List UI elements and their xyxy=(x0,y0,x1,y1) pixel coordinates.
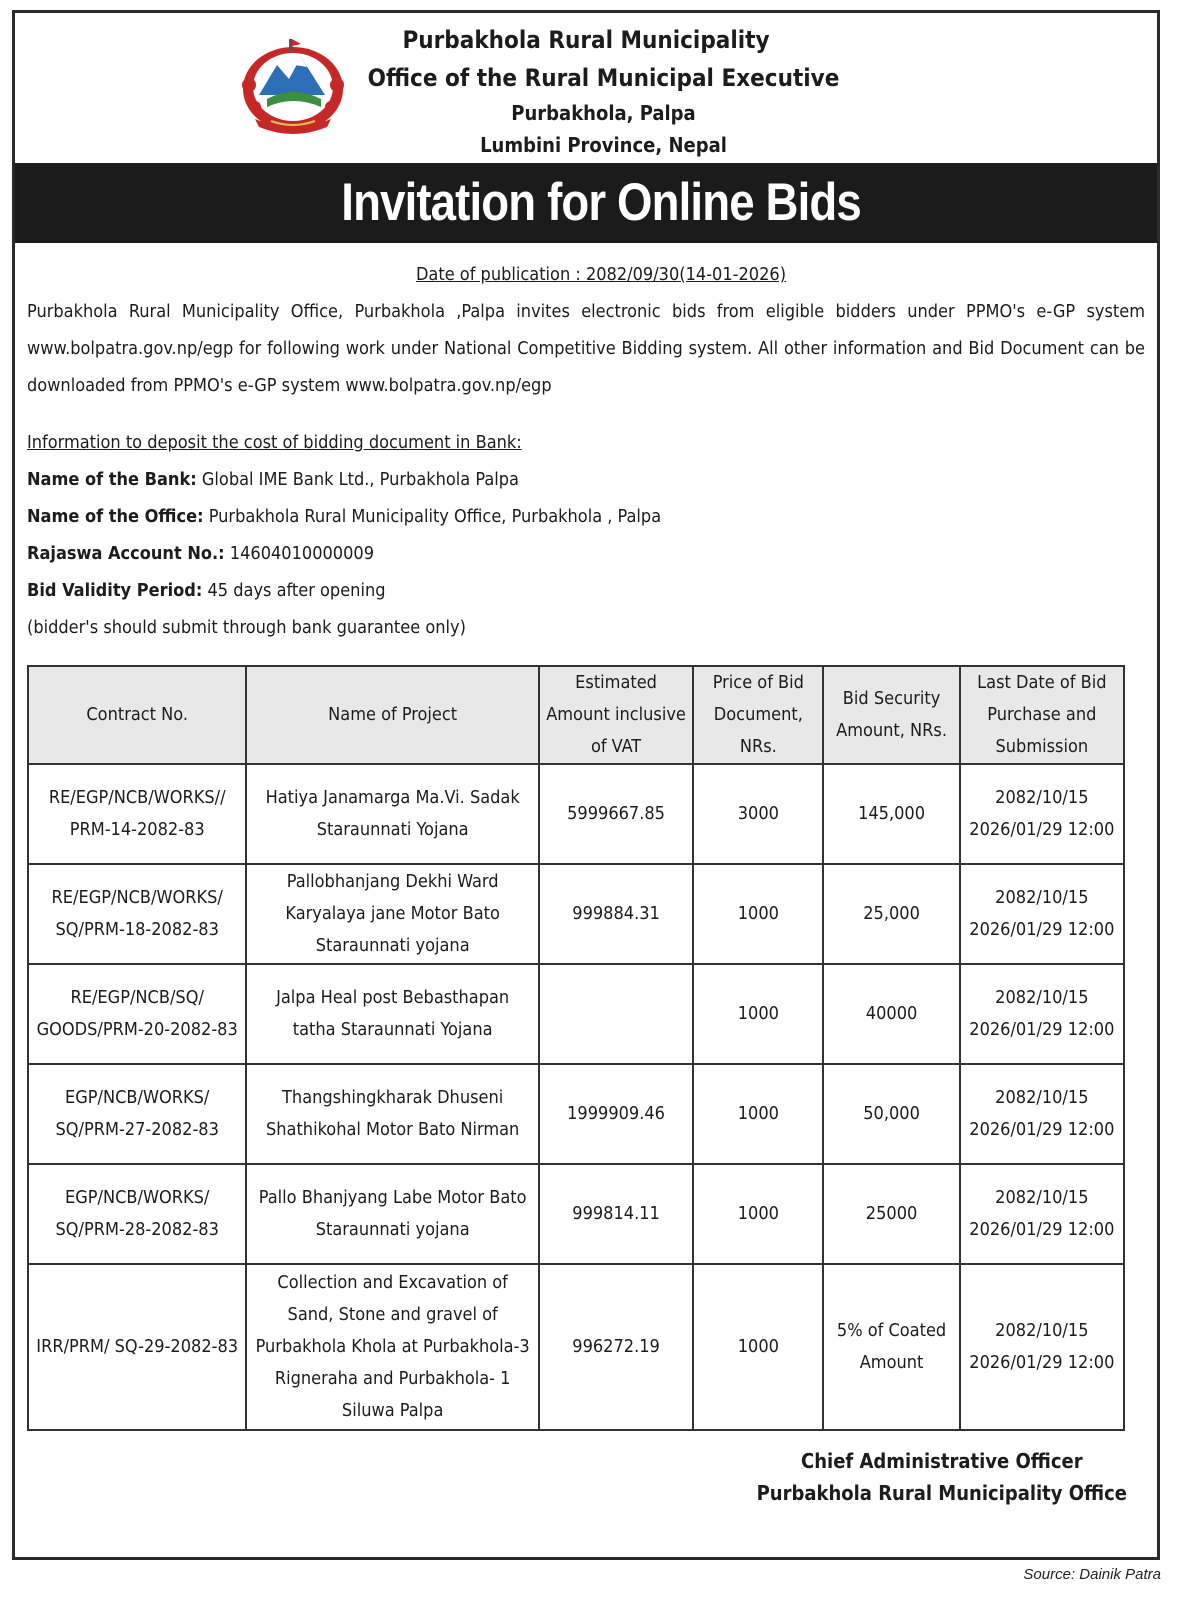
validity-line xyxy=(27,572,1145,609)
cell-amount: 1999909.46 xyxy=(539,1064,693,1164)
cell-project: Collection and Excavation of Sand, Stone and gravel of Purbakhola Khola at Purbakhola-3 Rigneraha and Purbakhola- 1 Siluwa Palpa xyxy=(246,1264,539,1430)
table-row xyxy=(28,864,1124,964)
cell-deadline: 2082/10/15 2026/01/29 12:00 xyxy=(960,864,1124,964)
publication-date: Date of publication : 2082/09/30(14-01-2026) xyxy=(415,264,787,285)
cell-deadline: 2082/10/15 2026/01/29 12:00 xyxy=(960,1264,1124,1430)
source-credit: Source: Dainik Patra xyxy=(1023,1566,1161,1583)
cell-contract: RE/EGP/NCB/WORKS// PRM-14-2082-83 xyxy=(28,764,246,864)
cell-security: 50,000 xyxy=(823,1064,959,1164)
cell-doc-price: 1000 xyxy=(693,1264,823,1430)
validity-label: Bid Validity Period: xyxy=(27,580,203,601)
place-name: Purbakhola, Palpa xyxy=(511,101,696,125)
cell-security: 25,000 xyxy=(823,864,959,964)
cell-security: 145,000 xyxy=(823,764,959,864)
cell-project: Hatiya Janamarga Ma.Vi. Sadak Staraunnati Yojana xyxy=(246,764,539,864)
header-last-date: Last Date of Bid Purchase and Submission xyxy=(960,666,1124,764)
org-name: Purbakhola Rural Municipality xyxy=(402,26,770,54)
bank-label: Name of the Bank: xyxy=(27,469,197,490)
cell-contract: RE/EGP/NCB/WORKS/ SQ/PRM-18-2082-83 xyxy=(28,864,246,964)
table-row xyxy=(28,1264,1124,1430)
cell-doc-price: 3000 xyxy=(693,764,823,864)
notice-header xyxy=(15,13,1157,163)
validity-value: 45 days after opening xyxy=(207,580,386,601)
cell-security: 40000 xyxy=(823,964,959,1064)
bank-value: Global IME Bank Ltd., Purbakhola Palpa xyxy=(201,469,519,490)
cell-project: Jalpa Heal post Bebasthapan tatha Staraunnati Yojana xyxy=(246,964,539,1064)
cell-amount: 996272.19 xyxy=(539,1264,693,1430)
cell-deadline: 2082/10/15 2026/01/29 12:00 xyxy=(960,1164,1124,1264)
cell-deadline: 2082/10/15 2026/01/29 12:00 xyxy=(960,964,1124,1064)
deposit-heading: Information to deposit the cost of bidding document in Bank: xyxy=(27,432,522,453)
cell-security: 25000 xyxy=(823,1164,959,1264)
bank-line xyxy=(27,461,1145,498)
header-bid-security: Bid Security Amount, NRs. xyxy=(823,666,959,764)
notice-body xyxy=(15,243,1157,646)
office-line xyxy=(27,498,1145,535)
intro-paragraph: Purbakhola Rural Municipality Office, Purbakhola ,Palpa invites electronic bids from eligible bidders under PPMO's e-GP system www.bolpatra.gov.np/egp for following work under National Competitive Bidding system. All other information and Bid Document can be downloaded from PPMO's e-GP system www.bolpatra.gov.np/egp xyxy=(27,301,1145,396)
title-bar xyxy=(15,163,1157,243)
office-value: Purbakhola Rural Municipality Office, Purbakhola , Palpa xyxy=(208,506,662,527)
table-row xyxy=(28,964,1124,1064)
cell-doc-price: 1000 xyxy=(693,864,823,964)
cell-project: Pallobhanjang Dekhi Ward Karyalaya jane Motor Bato Staraunnati yojana xyxy=(246,864,539,964)
province-name: Lumbini Province, Nepal xyxy=(480,133,727,157)
table-row xyxy=(28,1064,1124,1164)
account-value: 14604010000009 xyxy=(229,543,375,564)
cell-deadline: 2082/10/15 2026/01/29 12:00 xyxy=(960,1064,1124,1164)
table-row xyxy=(28,764,1124,864)
cell-contract: EGP/NCB/WORKS/ SQ/PRM-28-2082-83 xyxy=(28,1164,246,1264)
bids-table xyxy=(27,665,1125,1431)
header-project-name: Name of Project xyxy=(246,666,539,764)
office-name: Office of the Rural Municipal Executive xyxy=(367,64,840,92)
cell-contract: EGP/NCB/WORKS/ SQ/PRM-27-2082-83 xyxy=(28,1064,246,1164)
signatory-office: Purbakhola Rural Municipality Office xyxy=(756,1481,1127,1505)
guarantee-note: (bidder's should submit through bank guarantee only) xyxy=(27,617,466,638)
cell-amount: 999884.31 xyxy=(539,864,693,964)
table-row xyxy=(28,1164,1124,1264)
cell-project: Thangshingkharak Dhuseni Shathikohal Motor Bato Nirman xyxy=(246,1064,539,1164)
header-contract-no: Contract No. xyxy=(28,666,246,764)
cell-contract: RE/EGP/NCB/SQ/ GOODS/PRM-20-2082-83 xyxy=(28,964,246,1064)
account-line xyxy=(27,535,1145,572)
cell-doc-price: 1000 xyxy=(693,1164,823,1264)
signature-block xyxy=(757,1445,1127,1509)
office-label: Name of the Office: xyxy=(27,506,204,527)
signatory-title: Chief Administrative Officer xyxy=(801,1449,1083,1473)
cell-project: Pallo Bhanjyang Labe Motor Bato Staraunnati yojana xyxy=(246,1164,539,1264)
cell-deadline: 2082/10/15 2026/01/29 12:00 xyxy=(960,764,1124,864)
cell-amount xyxy=(539,964,693,1064)
table-header-row xyxy=(28,666,1124,764)
cell-security: 5% of Coated Amount xyxy=(823,1264,959,1430)
header-estimated-amount: Estimated Amount inclusive of VAT xyxy=(539,666,693,764)
header-doc-price: Price of Bid Document, NRs. xyxy=(693,666,823,764)
account-label: Rajaswa Account No.: xyxy=(27,543,225,564)
bid-notice xyxy=(12,10,1160,1560)
notice-title: Invitation for Online Bids xyxy=(341,173,861,232)
cell-amount: 999814.11 xyxy=(539,1164,693,1264)
cell-doc-price: 1000 xyxy=(693,964,823,1064)
cell-contract: IRR/PRM/ SQ-29-2082-83 xyxy=(28,1264,246,1430)
cell-amount: 5999667.85 xyxy=(539,764,693,864)
cell-doc-price: 1000 xyxy=(693,1064,823,1164)
deposit-info xyxy=(27,424,1145,646)
